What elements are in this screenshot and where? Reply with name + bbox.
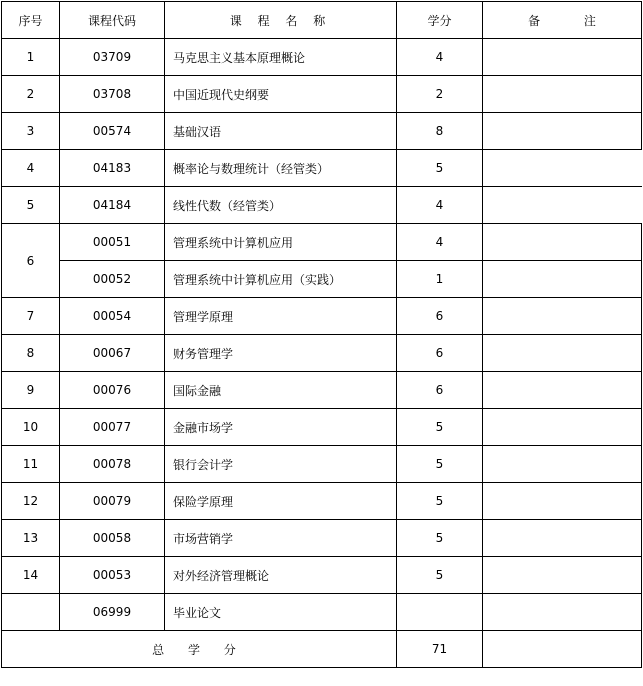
cell-name: 市场营销学 (165, 520, 397, 557)
cell-notes (483, 298, 642, 335)
table-row (2, 150, 642, 187)
cell-code: 03708 (60, 76, 165, 113)
cell-seq: 3 (2, 113, 60, 150)
cell-credits: 5 (397, 520, 483, 557)
cell-name: 中国近现代史纲要 (165, 76, 397, 113)
cell-credits: 5 (397, 483, 483, 520)
total-notes (483, 631, 642, 668)
cell-seq-merged: 6 (2, 224, 60, 298)
cell-credits: 4 (397, 187, 483, 224)
cell-seq: 13 (2, 520, 60, 557)
cell-name: 马克思主义基本原理概论 (165, 39, 397, 76)
cell-name: 银行会计学 (165, 446, 397, 483)
cell-code: 00053 (60, 557, 165, 594)
cell-name: 管理系统中计算机应用（实践） (165, 261, 397, 298)
cell-seq (2, 594, 60, 631)
cell-seq: 2 (2, 76, 60, 113)
cell-seq: 12 (2, 483, 60, 520)
header-credits: 学分 (397, 2, 483, 39)
cell-notes (483, 409, 642, 446)
cell-credits: 6 (397, 372, 483, 409)
table-row (2, 261, 642, 298)
table-row (2, 557, 642, 594)
cell-code: 00077 (60, 409, 165, 446)
course-table (1, 1, 642, 668)
cell-credits: 5 (397, 446, 483, 483)
table-row (2, 298, 642, 335)
cell-seq: 8 (2, 335, 60, 372)
cell-credits: 4 (397, 39, 483, 76)
cell-notes (483, 113, 642, 150)
table-row (2, 483, 642, 520)
table-row (2, 39, 642, 76)
cell-credits: 5 (397, 150, 483, 187)
cell-notes (483, 520, 642, 557)
table-row (2, 446, 642, 483)
cell-credits: 2 (397, 76, 483, 113)
cell-code: 04183 (60, 150, 165, 187)
cell-name: 金融市场学 (165, 409, 397, 446)
cell-code: 00574 (60, 113, 165, 150)
table-row (2, 520, 642, 557)
cell-code: 06999 (60, 594, 165, 631)
cell-credits: 8 (397, 113, 483, 150)
cell-notes (483, 187, 642, 224)
cell-seq: 14 (2, 557, 60, 594)
total-label: 总 学 分 (2, 631, 397, 668)
cell-code: 00054 (60, 298, 165, 335)
cell-code: 00058 (60, 520, 165, 557)
cell-code: 03709 (60, 39, 165, 76)
cell-notes (483, 76, 642, 113)
cell-credits: 1 (397, 261, 483, 298)
table-row (2, 335, 642, 372)
cell-code: 00067 (60, 335, 165, 372)
cell-notes (483, 372, 642, 409)
cell-code: 00052 (60, 261, 165, 298)
cell-notes (483, 557, 642, 594)
cell-name: 保险学原理 (165, 483, 397, 520)
cell-credits: 5 (397, 409, 483, 446)
cell-name: 国际金融 (165, 372, 397, 409)
cell-seq: 9 (2, 372, 60, 409)
total-credits: 71 (397, 631, 483, 668)
total-row (2, 631, 642, 668)
cell-credits (397, 594, 483, 631)
header-code: 课程代码 (60, 2, 165, 39)
table-row (2, 224, 642, 261)
cell-notes (483, 261, 642, 298)
cell-name: 基础汉语 (165, 113, 397, 150)
header-row (2, 2, 642, 39)
cell-name: 概率论与数理统计（经管类） (165, 150, 397, 187)
cell-name: 财务管理学 (165, 335, 397, 372)
cell-credits: 6 (397, 298, 483, 335)
cell-name: 管理学原理 (165, 298, 397, 335)
header-notes: 备 注 (483, 2, 642, 39)
cell-name: 毕业论文 (165, 594, 397, 631)
cell-code: 04184 (60, 187, 165, 224)
cell-name: 管理系统中计算机应用 (165, 224, 397, 261)
cell-notes (483, 335, 642, 372)
cell-notes (483, 224, 642, 261)
cell-credits: 6 (397, 335, 483, 372)
cell-credits: 4 (397, 224, 483, 261)
header-name: 课 程 名 称 (165, 2, 397, 39)
cell-credits: 5 (397, 557, 483, 594)
cell-notes (483, 483, 642, 520)
table-row (2, 372, 642, 409)
table-row (2, 187, 642, 224)
cell-notes (483, 150, 642, 187)
cell-code: 00051 (60, 224, 165, 261)
table-row (2, 409, 642, 446)
cell-code: 00079 (60, 483, 165, 520)
cell-code: 00078 (60, 446, 165, 483)
cell-seq: 4 (2, 150, 60, 187)
cell-notes (483, 39, 642, 76)
cell-seq: 7 (2, 298, 60, 335)
cell-code: 00076 (60, 372, 165, 409)
header-seq: 序号 (2, 2, 60, 39)
cell-notes (483, 594, 642, 631)
cell-seq: 10 (2, 409, 60, 446)
cell-seq: 5 (2, 187, 60, 224)
cell-name: 对外经济管理概论 (165, 557, 397, 594)
table-row (2, 594, 642, 631)
table-row (2, 113, 642, 150)
table-row (2, 76, 642, 113)
cell-seq: 1 (2, 39, 60, 76)
cell-name: 线性代数（经管类） (165, 187, 397, 224)
cell-seq: 11 (2, 446, 60, 483)
cell-notes (483, 446, 642, 483)
